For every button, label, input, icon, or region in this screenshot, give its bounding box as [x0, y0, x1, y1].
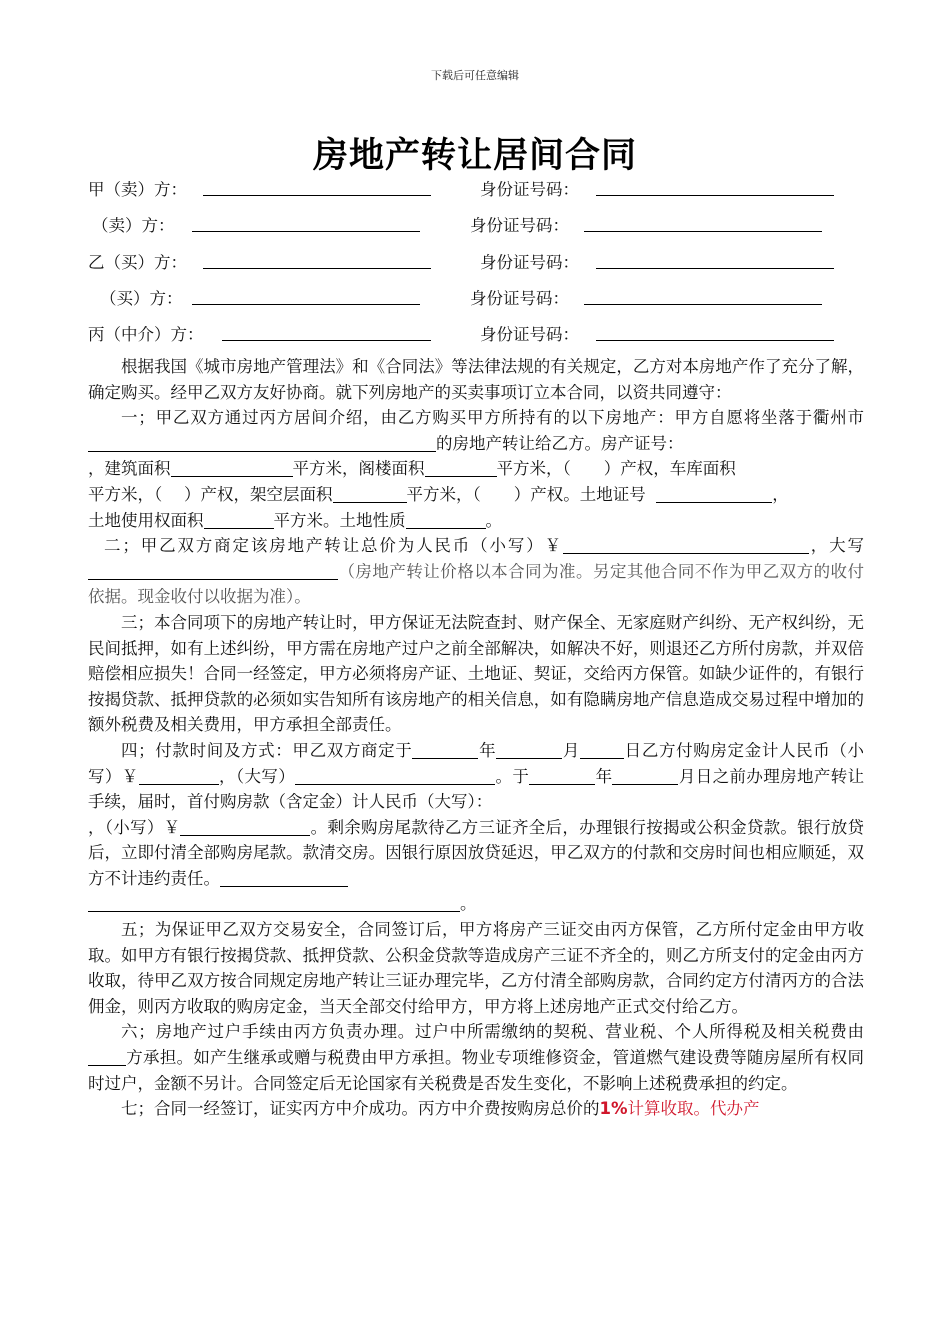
building-area-blank[interactable]	[171, 457, 293, 477]
clause-1: 一；甲乙双方通过丙方居间介绍，由乙方购买甲方所持有的以下房地产：甲方自愿将坐落于衢州市的房地产转让给乙方。房产证号： ，建筑面积 平方米，阁楼面积 平方米，（ ）产权，车库面积 平方米，（ ）产权，架空层面积 平方米，（ ）产权。土地证号 ， 土地使用权面积 平方米。土地性质 。	[88, 408, 864, 530]
month-blank-2[interactable]	[612, 765, 678, 785]
clause-7: 七；合同一经签订，证实丙方中介成功。丙方中介费按购房总价的1%计算收取。代办产	[121, 1099, 760, 1119]
id-label: 身份证号码：	[480, 180, 579, 199]
id-label: 身份证号码：	[470, 289, 569, 308]
clause-2: 二；甲乙双方商定该房地产转让总价为人民币（小写）￥ ，大写（房地产转让价格以本合同为准。另定其他合同不作为甲乙双方的收付依据。现金收付以收据为准）。	[88, 536, 865, 607]
preamble: 根据我国《城市房地产管理法》和《合同法》等法律法规的有关规定，乙方对本房地产作了充分了解，确定购买。经甲乙双方友好协商。就下列房地产的买卖事项订立本合同，以资共同遵守：	[88, 357, 864, 402]
price-small-blank[interactable]	[563, 534, 809, 554]
party-label: （卖）方：	[92, 216, 175, 235]
address-blank[interactable]	[88, 432, 436, 452]
party-label: 甲（卖）方：	[88, 180, 187, 199]
party-name-blank[interactable]	[203, 176, 431, 196]
id-number-blank[interactable]	[584, 212, 822, 232]
party-label: 丙（中介）方：	[88, 325, 204, 344]
day-blank[interactable]	[580, 739, 624, 759]
extra-line-blank[interactable]	[88, 892, 460, 912]
land-cert-blank[interactable]	[656, 483, 772, 503]
overhead-area-blank[interactable]	[333, 483, 407, 503]
id-number-blank[interactable]	[596, 321, 834, 341]
party-label: 乙（买）方：	[88, 253, 187, 272]
clause-4: 四；付款时间及方式：甲乙双方商定于 年 月 日乙方付购房定金计人民币（小写）￥ ，（大写） 。于 年 月日之前办理房地产转让手续，届时，首付购房款（含定金）计人民币（大写）： ，（小写）￥ 。剩余购房尾款待乙方三证齐全后，办理银行按揭或公积金贷款。银行放贷后，立即付清全部购房尾款。款清交房。因银行原因放贷延迟，甲乙双方的付款和交房时间也相应顺延，双方不计违约责任。 。	[88, 740, 865, 914]
id-label: 身份证号码：	[470, 216, 569, 235]
tax-party-blank[interactable]	[88, 1046, 126, 1066]
header-note: 下载后可任意编辑	[431, 69, 519, 82]
contract-body	[88, 354, 864, 1122]
clause-6: 六；房地产过户手续由丙方负责办理。过户中所需缴纳的契税、营业税、个人所得税及相关税费由方承担。如产生继承或赠与税费由甲方承担。物业专项维修资金，管道燃气建设费等随房屋所有权同时过户，金额不另计。合同签定后无论国家有关税费是否发生变化，不影响上述税费承担的约定。	[88, 1022, 864, 1093]
id-number-blank[interactable]	[596, 249, 834, 269]
id-label: 身份证号码：	[480, 325, 579, 344]
extra-blank[interactable]	[220, 867, 348, 887]
party-name-blank[interactable]	[222, 321, 431, 341]
down-payment-small-blank[interactable]	[180, 816, 310, 836]
land-area-blank[interactable]	[204, 509, 274, 529]
land-nature-blank[interactable]	[406, 509, 486, 529]
month-blank[interactable]	[496, 739, 562, 759]
id-label: 身份证号码：	[480, 253, 579, 272]
party-label: （买）方：	[100, 289, 183, 308]
price-capital-blank[interactable]	[88, 560, 338, 580]
party-name-blank[interactable]	[192, 212, 420, 232]
party-name-blank[interactable]	[203, 249, 431, 269]
clause-3: 三；本合同项下的房地产转让时，甲方保证无法院查封、财产保全、无家庭财产纠纷、无产权纠纷，无民间抵押，如有上述纠纷，甲方需在房地产过户之前全部解决，如解决不好，则退还乙方所付房款，并双倍赔偿相应损失！合同一经签定，甲方必须将房产证、土地证、契证，交给丙方保管。如缺少证件的，有银行按揭贷款、抵押贷款的必须如实告知所有该房地产的相关信息，如有隐瞒房地产信息造成交易过程中增加的额外税费及相关费用，甲方承担全部责任。	[88, 612, 864, 735]
id-number-blank[interactable]	[596, 176, 834, 196]
id-number-blank[interactable]	[584, 285, 822, 305]
clause-5: 五；为保证甲乙双方交易安全，合同签订后，甲方将房产三证交由丙方保管，乙方所付定金由甲方收取。如甲方有银行按揭贷款、抵押贷款、公积金贷款等造成房产三证不齐全的，则乙方所支付的定金由丙方收取，待甲乙双方按合同规定房地产转让三证办理完毕，乙方付清全部购房款，合同约定方付清丙方的合法佣金，则丙方收取的购房定金，当天全部交付给甲方，甲方将上述房地产正式交付给乙方。	[88, 920, 864, 1016]
deposit-capital-blank[interactable]	[295, 765, 495, 785]
deposit-small-blank[interactable]	[139, 765, 219, 785]
year-blank-2[interactable]	[529, 765, 595, 785]
loft-area-blank[interactable]	[425, 457, 497, 477]
party-name-blank[interactable]	[192, 285, 420, 305]
year-blank[interactable]	[412, 739, 478, 759]
page-title: 房地产转让居间合同	[312, 136, 637, 176]
